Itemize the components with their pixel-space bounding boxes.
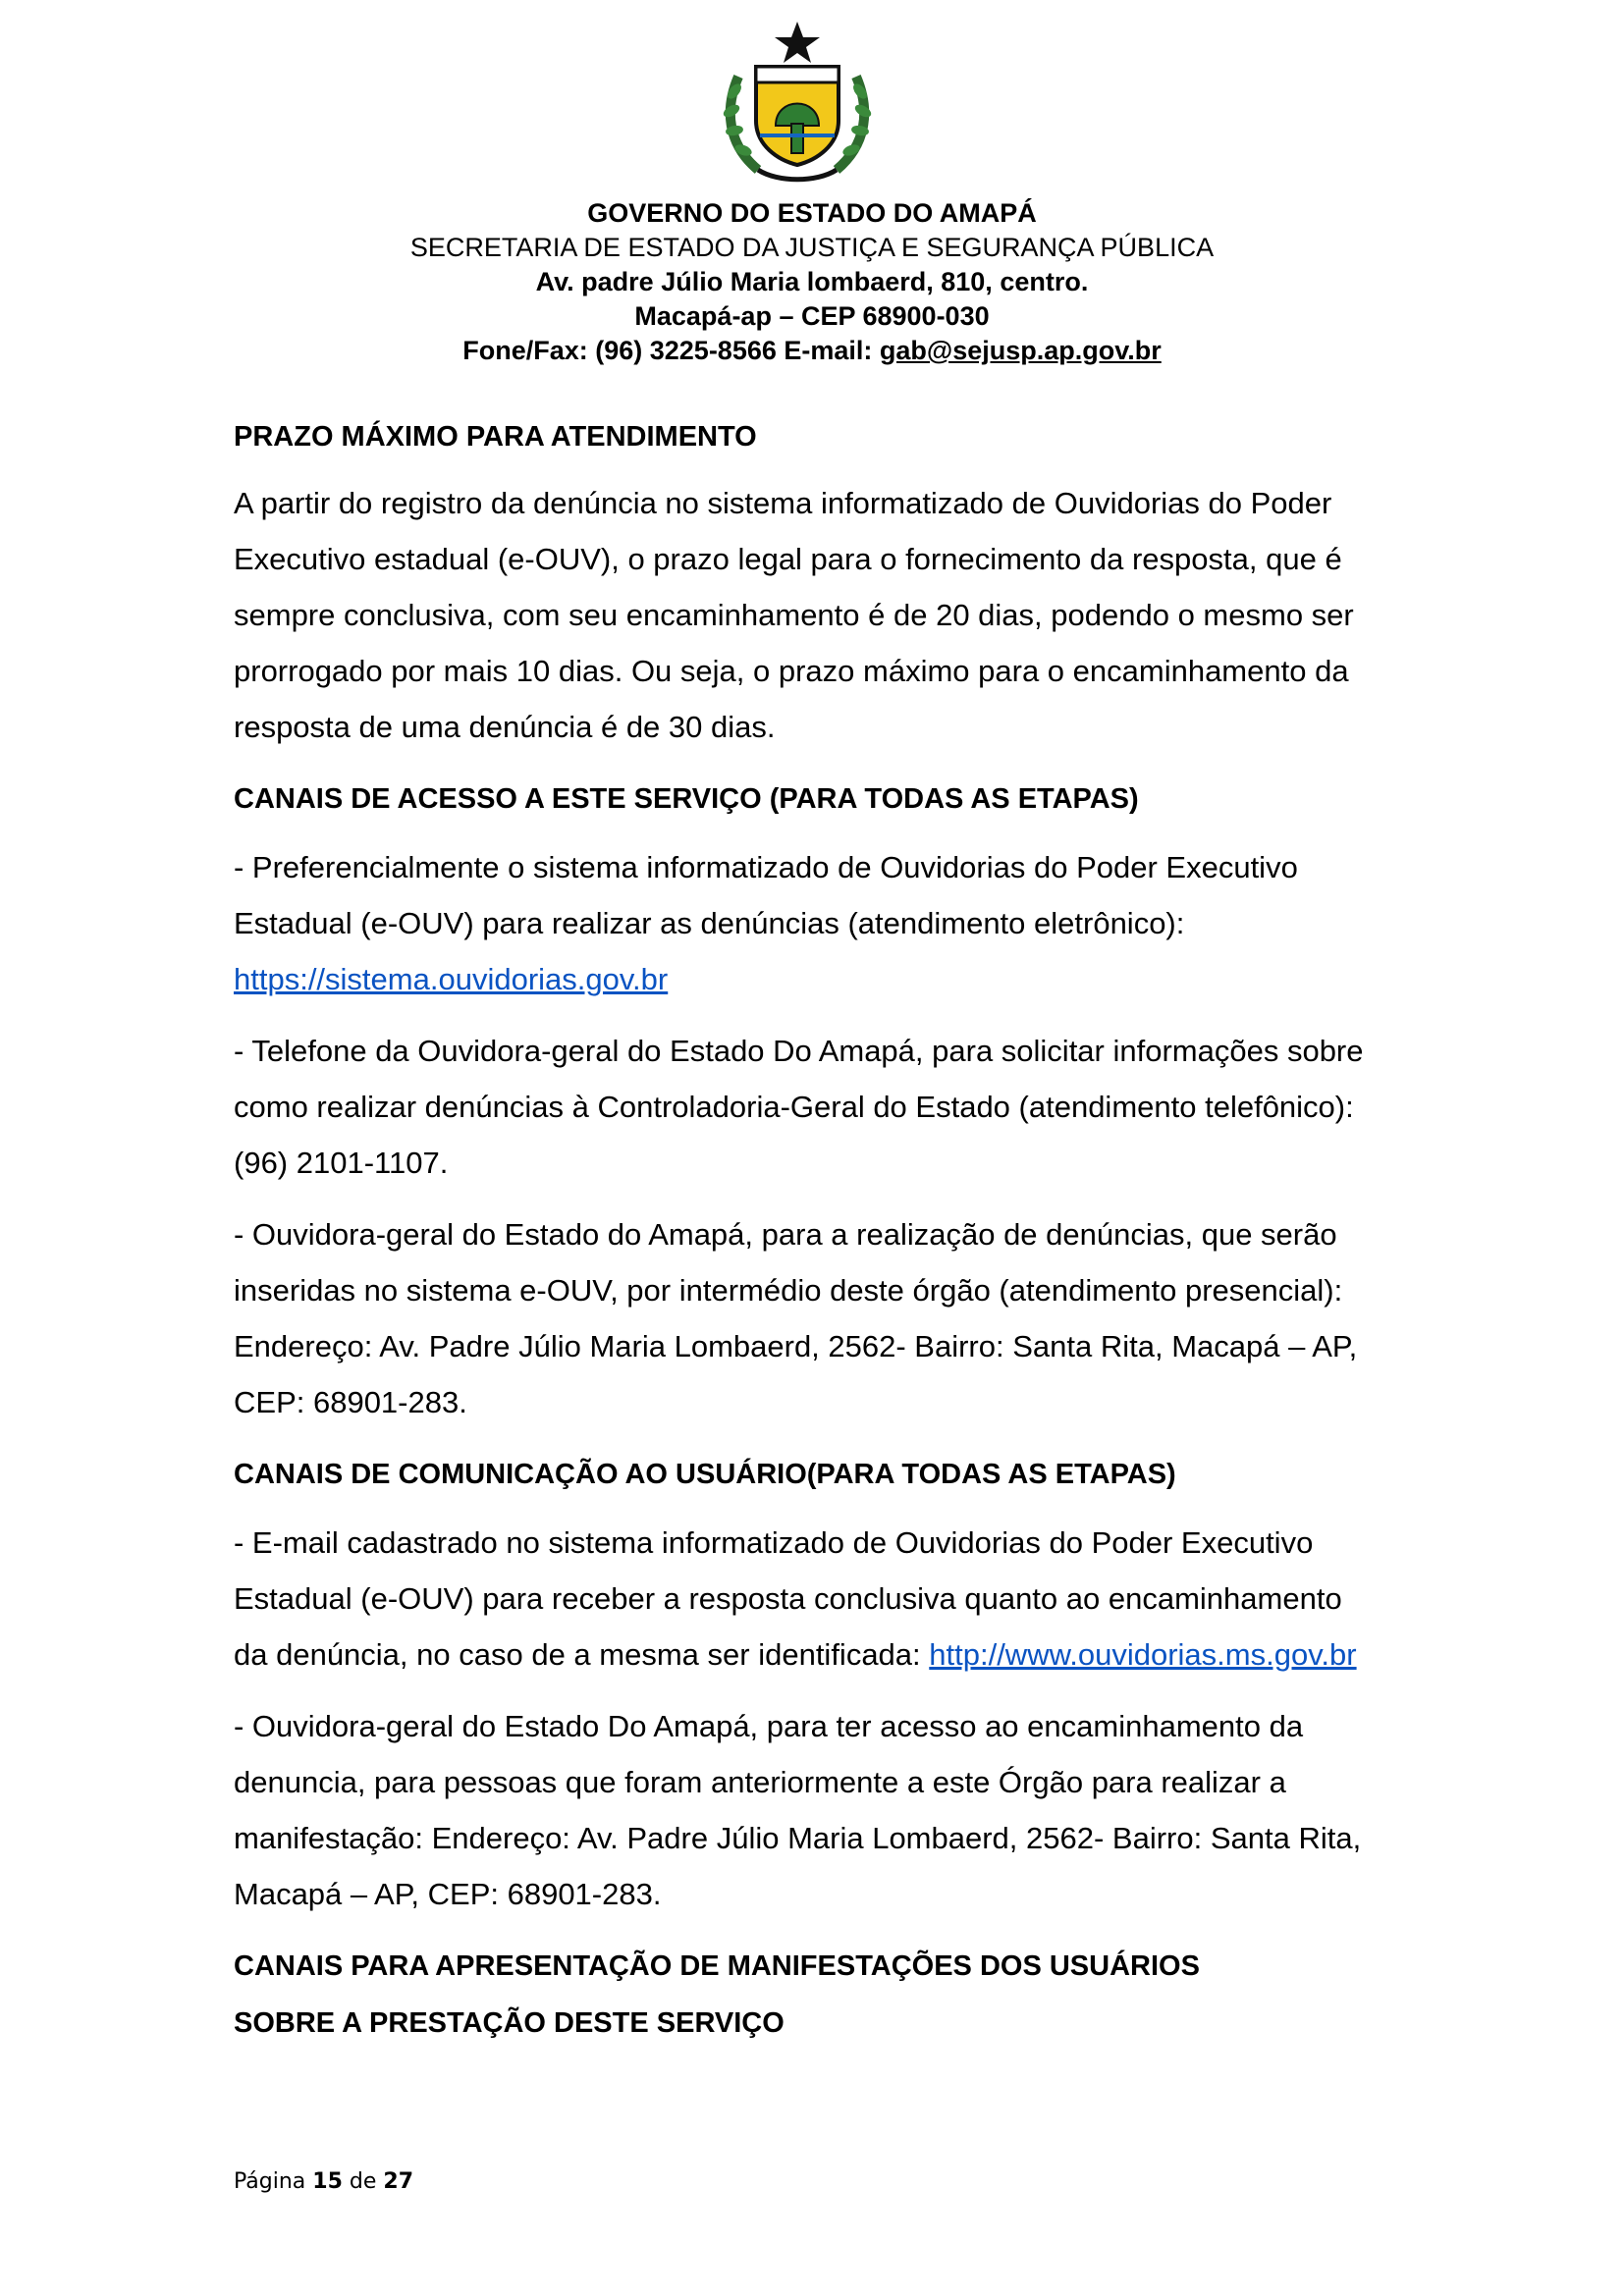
email-link[interactable]: gab@sejusp.ap.gov.br xyxy=(879,336,1162,365)
section-heading-prazo: PRAZO MÁXIMO PARA ATENDIMENTO xyxy=(234,421,757,453)
text-line: da denúncia, no caso de a mesma ser identificada: xyxy=(234,1637,930,1672)
text-line: - Preferencialmente o sistema informatizado de Ouvidorias do Poder Executivo xyxy=(234,850,1298,884)
text-line: CEP: 68901-283. xyxy=(234,1385,467,1419)
paragraph-comunicacao-2 xyxy=(234,1698,1461,1922)
text-line: prorrogado por mais 10 dias. Ou seja, o prazo máximo para o encaminhamento da xyxy=(234,654,1349,688)
text-line: - Ouvidora-geral do Estado Do Amapá, para ter acesso ao encaminhamento da xyxy=(234,1709,1304,1743)
coat-of-arms-emblem xyxy=(699,18,895,185)
text-line: resposta de uma denúncia é de 30 dias. xyxy=(234,710,776,744)
text-line: Estadual (e-OUV) para receber a resposta conclusiva quanto ao encaminhamento xyxy=(234,1581,1342,1616)
text-line: Estadual (e-OUV) para realizar as denúncias (atendimento eletrônico): xyxy=(234,906,1185,940)
text-line: denuncia, para pessoas que foram anteriormente a este Órgão para realizar a xyxy=(234,1765,1286,1799)
total-pages: 27 xyxy=(383,2169,414,2194)
text-line: (96) 2101-1107. xyxy=(234,1146,449,1180)
heading-line: CANAIS PARA APRESENTAÇÃO DE MANIFESTAÇÕES DOS USUÁRIOS xyxy=(234,1950,1200,1982)
government-title: GOVERNO DO ESTADO DO AMAPÁ xyxy=(587,198,1037,228)
section-heading-acesso: CANAIS DE ACESSO A ESTE SERVIÇO (PARA TODAS AS ETAPAS) xyxy=(234,783,1139,815)
page-number xyxy=(234,2169,413,2194)
paragraph-acesso-1 xyxy=(234,839,1461,1007)
contact-line xyxy=(0,334,1624,368)
paragraph-acesso-3 xyxy=(234,1206,1461,1430)
paragraph-prazo xyxy=(234,475,1461,755)
text-line: - Telefone da Ouvidora-geral do Estado Do Amapá, para solicitar informações sobre xyxy=(234,1034,1364,1068)
text-line: A partir do registro da denúncia no sistema informatizado de Ouvidorias do Poder xyxy=(234,486,1332,520)
section-heading-comunicacao: CANAIS DE COMUNICAÇÃO AO USUÁRIO(PARA TODAS AS ETAPAS) xyxy=(234,1459,1176,1490)
text-line: - E-mail cadastrado no sistema informatizado de Ouvidorias do Poder Executivo xyxy=(234,1525,1314,1560)
paragraph-comunicacao-1 xyxy=(234,1515,1461,1682)
text-line: como realizar denúncias à Controladoria-Geral do Estado (atendimento telefônico): xyxy=(234,1090,1354,1124)
of-label: de xyxy=(349,2169,377,2194)
sistema-ouvidorias-link[interactable]: https://sistema.ouvidorias.gov.br xyxy=(234,962,669,996)
city-cep-line: Macapá-ap – CEP 68900-030 xyxy=(634,301,990,331)
text-line: Endereço: Av. Padre Júlio Maria Lombaerd, 2562- Bairro: Santa Rita, Macapá – AP, xyxy=(234,1329,1358,1363)
letterhead xyxy=(0,196,1624,368)
text-line: Macapá – AP, CEP: 68901-283. xyxy=(234,1877,662,1911)
text-line: manifestação: Endereço: Av. Padre Júlio Maria Lombaerd, 2562- Bairro: Santa Rita, xyxy=(234,1821,1362,1855)
text-line: inseridas no sistema e-OUV, por intermédio deste órgão (atendimento presencial): xyxy=(234,1273,1343,1308)
page-label: Página xyxy=(234,2169,306,2194)
phone-label: Fone/Fax: (96) 3225-8566 E-mail: xyxy=(462,336,880,365)
text-line: Executivo estadual (e-OUV), o prazo legal para o fornecimento da resposta, que é xyxy=(234,542,1342,576)
paragraph-acesso-2 xyxy=(234,1023,1461,1191)
section-heading-manifestacoes xyxy=(234,1938,1461,2052)
text-line: sempre conclusiva, com seu encaminhamento é de 20 dias, podendo o mesmo ser xyxy=(234,598,1354,632)
secretariat-title: SECRETARIA DE ESTADO DA JUSTIÇA E SEGURANÇA PÚBLICA xyxy=(409,233,1215,262)
current-page: 15 xyxy=(312,2169,343,2194)
heading-line: SOBRE A PRESTAÇÃO DESTE SERVIÇO xyxy=(234,2007,785,2039)
document-body xyxy=(234,408,1461,2052)
text-line: - Ouvidora-geral do Estado do Amapá, para a realização de denúncias, que serão xyxy=(234,1217,1337,1252)
ouvidorias-ms-link[interactable]: http://www.ouvidorias.ms.gov.br xyxy=(929,1637,1357,1672)
address-line: Av. padre Júlio Maria lombaerd, 810, centro. xyxy=(535,267,1089,296)
